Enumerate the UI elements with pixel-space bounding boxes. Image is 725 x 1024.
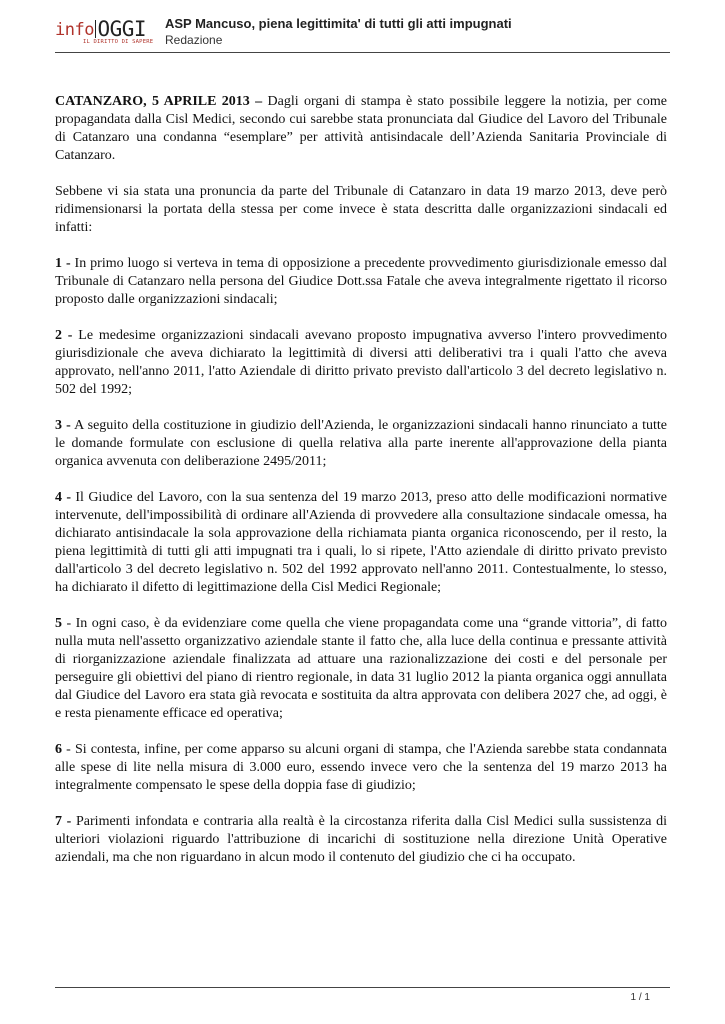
article-title: ASP Mancuso, piena legittimita' di tutti gli atti impugnati [165, 16, 512, 31]
logo-info-text: info [55, 20, 94, 40]
paragraph-text: - In ogni caso, è da evidenziare come quella che viene propagandata come una “grande vittoria”, di fatto nulla muta nell'assetto organizzativo aziendale stante il fatto che, alla luce della continua e pressante attività di riorganizzazione aziendale finalizzata ad attuare una razionalizzazione dei costi e del personale per perseguire gli obiettivi del piano di rientro regionale, in data 31 luglio 2012 la pianta organica oggi annullata dal Giudice del Lavoro era stata già revocata e sostituita da altra approvata con delibera 2027 che, ad oggi, è e resta pienamente efficace ed operativa; [55, 616, 667, 721]
page-header [55, 14, 670, 52]
article-paragraph [55, 813, 667, 867]
page-number: 1 / 1 [630, 992, 650, 1003]
header-text [165, 16, 512, 48]
logo-wordmark [55, 16, 146, 40]
article-paragraph [55, 93, 667, 165]
paragraph-lead: CATANZARO, 5 APRILE 2013 – [55, 94, 263, 109]
footer-divider [55, 987, 670, 988]
paragraph-lead: 6 [55, 742, 62, 757]
paragraph-text: In primo luogo si verteva in tema di opposizione a precedente provvedimento giurisdizionale emesso dal Tribunale di Catanzaro nella persona del Giudice Dott.ssa Fatale che aveva integralmente rigettato il ricorso proposto dalle organizzazioni sindacali; [55, 256, 667, 307]
paragraph-text: - Si contesta, infine, per come apparso su alcuni organi di stampa, che l'Azienda sarebbe stata condannata alle spese di lite nella misura di 3.000 euro, essendo invece vero che la sentenza del 19 marzo 2013 ha integralmente compensato le spese della doppia fase di giudizio; [55, 742, 667, 793]
logo-oggi-text: OGGI [97, 17, 147, 41]
paragraph-lead: 2 - [55, 328, 73, 343]
paragraph-lead: 3 - [55, 418, 71, 433]
paragraph-text: Le medesime organizzazioni sindacali avevano proposto impugnativa avverso l'intero provvedimento giurisdizionale che aveva dichiarato la legittimità di diversi atti deliberativi tra i quali l'atto che aveva approvato, nell'anno 2011, l'atto Aziendale di diritto privato previsto dall'articolo 3 del decreto legislativo n. 502 del 1992; [55, 328, 667, 397]
article-paragraph [55, 183, 667, 237]
article-paragraph [55, 417, 667, 471]
paragraph-lead: 1 - [55, 256, 71, 271]
article-paragraph [55, 489, 667, 597]
header-divider [55, 52, 670, 53]
article-paragraph [55, 255, 667, 309]
article-paragraph [55, 615, 667, 723]
paragraph-text: Dagli organi di stampa è stato possibile leggere la notizia, per come propagandata dalla Cisl Medici, secondo cui sarebbe stata pronunciata dal Giudice del Lavoro del Tribunale di Catanzaro una condanna “esemplare” per attività antisindacale dell’Azienda Sanitaria Provinciale di Catanzaro. [55, 94, 667, 163]
logo-divider [95, 20, 97, 38]
paragraph-text: Il Giudice del Lavoro, con la sua sentenza del 19 marzo 2013, preso atto delle modificazioni normative intervenute, dell'impossibilità di ordinare all'Azienda di provvedere alla consultazione sindacale omessa, ha dichiarato antisindacale la sola approvazione della richiamata pianta organica riconoscendo, per il resto, la piena legittimità di tutti gli atti impugnati tra i quali, lo si ripete, l'Atto aziendale di diritto privato previsto dall'articolo 3 del decreto legislativo n. 502 del 1992 approvato nell'anno 2011. Contestualmente, lo stesso, ha dichiarato il difetto di legittimazione della Cisl Medici Regionale; [55, 490, 667, 595]
logo-tagline: IL DIRITTO DI SAPERE [83, 39, 154, 45]
paragraph-lead: 5 [55, 616, 62, 631]
paragraph-lead: 7 - [55, 814, 72, 829]
article-author: Redazione [165, 33, 223, 47]
paragraph-text: Parimenti infondata e contraria alla realtà è la circostanza riferita dalla Cisl Medici sulla sussistenza di ulteriori violazioni riguardo l'attribuzione di incarichi di sostituzione nella direzione Unità Operative aziendali, ma che non riguardano in alcun modo il contenuto del giudizio che ci ha occupato. [55, 814, 667, 865]
paragraph-lead: 4 - [55, 490, 72, 505]
paragraph-text: A seguito della costituzione in giudizio dell'Azienda, le organizzazioni sindacali hanno rinunciato a tutte le domande formulate con esclusione di quella relativa alla parte inerente all'approvazione della pianta organica avvenuta con deliberazione 2495/2011; [55, 418, 667, 469]
article-paragraph [55, 741, 667, 795]
paragraph-text: Sebbene vi sia stata una pronuncia da parte del Tribunale di Catanzaro in data 19 marzo 2013, deve però ridimensionarsi la portata della stessa per come invece è stata descritta dalle organizzazioni sindacali ed infatti: [55, 184, 667, 235]
article-paragraph [55, 327, 667, 399]
infooggi-logo[interactable] [55, 16, 157, 50]
article-body [55, 93, 667, 885]
